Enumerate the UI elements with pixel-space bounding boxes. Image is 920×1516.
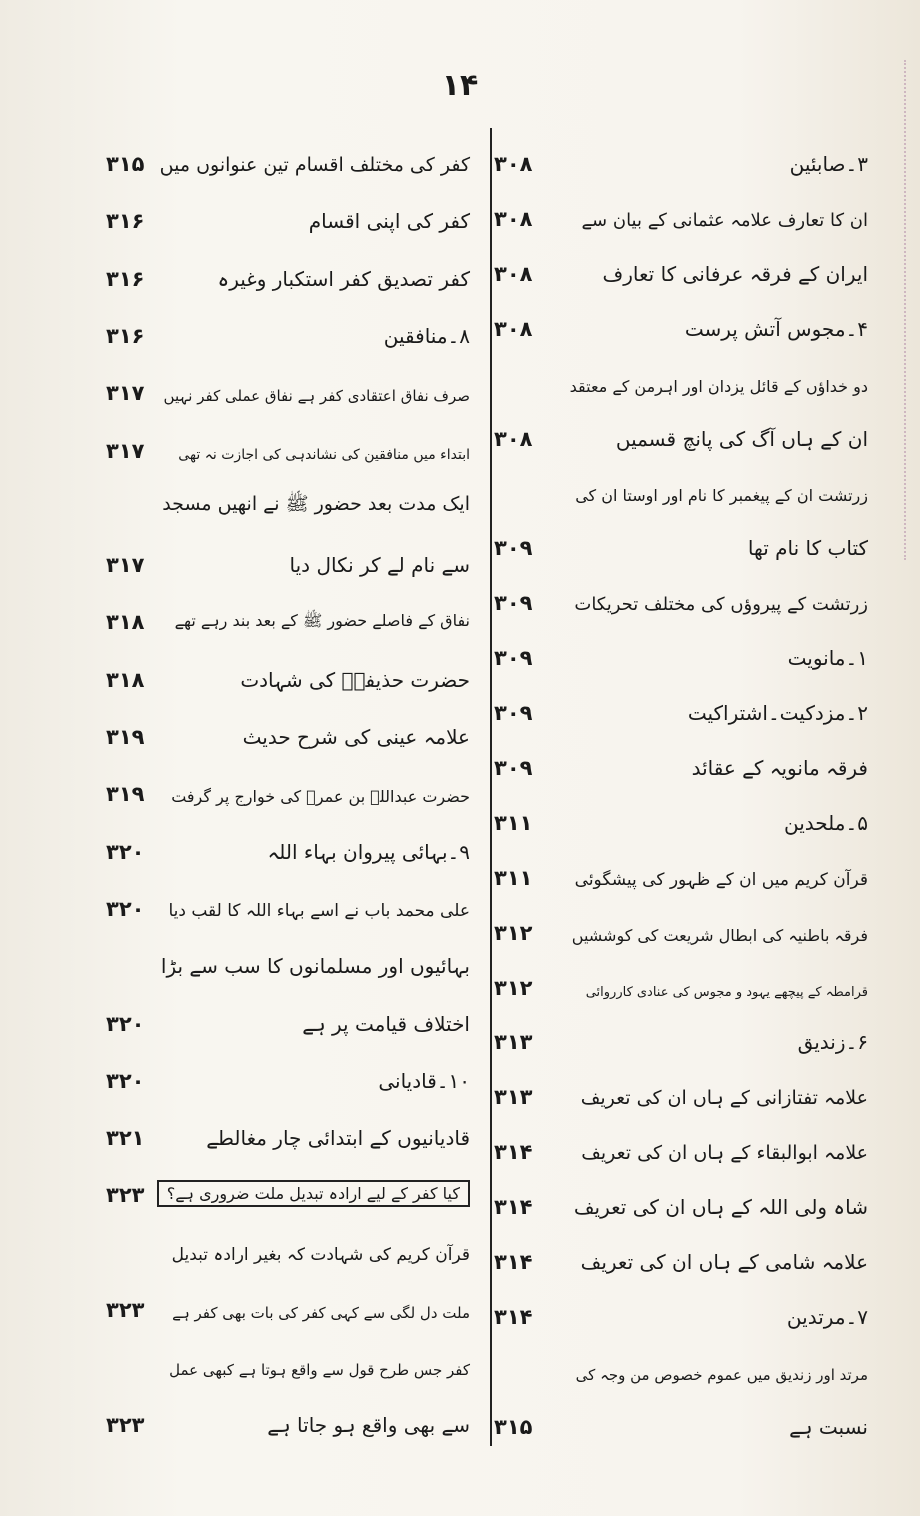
entry-title: سے نام لے کر نکال دیا <box>289 553 470 578</box>
column-divider <box>490 128 492 1446</box>
index-entry <box>494 1116 874 1174</box>
entry-page-number: ۳۲۳ <box>106 1412 145 1437</box>
index-entry <box>494 567 874 625</box>
entry-page-number: ۳۲۱ <box>106 1126 145 1151</box>
entry-title: ملت دل لگی سے کہی کفر کی بات بھی کفر ہے <box>172 1304 470 1322</box>
entry-page-number: ۳۰۹ <box>494 536 533 561</box>
entry-page-number: ۳۱۵ <box>494 1414 533 1439</box>
entry-title: علامہ تفتازانی کے ہاں ان کی تعریف <box>580 1087 868 1110</box>
entry-title: زرتشت ان کے پیغمبر کا نام اور اوستا ان کی <box>575 486 868 506</box>
index-entry <box>494 1171 874 1229</box>
entry-title: نفاق کے فاصلے حضور ﷺ کے بعد بند رہے تھے <box>174 611 470 631</box>
index-entry <box>494 128 874 186</box>
entry-title: قرآن کریم کی شہادت کہ بغیر ارادہ تبدیل <box>171 1244 470 1265</box>
entry-title: قرامطہ کے پیچھے یہود و مجوس کی عنادی کارروائی <box>585 984 868 1000</box>
index-entry <box>494 622 874 680</box>
index-entry <box>494 183 874 241</box>
index-entry <box>494 512 874 570</box>
entry-title: سے بھی واقع ہو جاتا ہے <box>267 1412 470 1437</box>
index-entry <box>96 128 488 186</box>
index-entry <box>96 701 488 759</box>
index-entry <box>494 403 874 461</box>
entry-title: شاہ ولی اللہ کے ہاں ان کی تعریف <box>573 1195 868 1220</box>
index-entry <box>494 1226 874 1284</box>
index-entry <box>96 415 488 473</box>
entry-title: علامہ شامی کے ہاں ان کی تعریف <box>580 1250 868 1274</box>
entry-page-number: ۳۱۸ <box>106 610 145 635</box>
entry-page-number: ۳۰۸ <box>494 316 533 341</box>
entry-page-number: ۳۱۷ <box>106 553 145 578</box>
index-entry <box>494 1281 874 1339</box>
index-entry <box>494 348 874 406</box>
page-number: ۱۴ <box>441 68 479 103</box>
index-entry <box>96 300 488 358</box>
entry-page-number: ۳۲۳ <box>106 1298 145 1322</box>
entry-page-number: ۳۲۰ <box>106 1068 145 1093</box>
entry-title: ایک مدت بعد حضور ﷺ نے انھیں مسجد <box>162 492 470 515</box>
index-entry <box>96 1389 488 1447</box>
index-entry <box>96 1331 488 1389</box>
right-column <box>494 128 874 1446</box>
index-entry <box>96 988 488 1046</box>
index-entry <box>96 873 488 931</box>
entry-title: حضرت حذیفہؓ کی شہادت <box>240 667 470 692</box>
entry-page-number: ۳۱۳ <box>494 1085 533 1110</box>
index-entry <box>494 1391 874 1449</box>
left-column <box>96 128 488 1446</box>
entry-page-number: ۳۰۹ <box>494 701 533 725</box>
entry-page-number: ۳۰۸ <box>494 152 533 176</box>
entry-title: زرتشت کے پیروؤں کی مختلف تحریکات <box>574 594 868 616</box>
index-entry <box>96 1045 488 1103</box>
entry-title: قرآن کریم میں ان کے ظہور کی پیشگوئی <box>574 869 868 890</box>
entry-page-number: ۳۱۹ <box>106 725 145 749</box>
entry-title: ان کے ہاں آگ کی پانچ قسمیں <box>615 426 868 451</box>
entry-title: کفر کی اپنی اقسام <box>308 209 470 234</box>
index-entry <box>96 243 488 301</box>
index-entry <box>96 1217 488 1275</box>
entry-title: علامہ ابوالبقاء کے ہاں ان کی تعریف <box>581 1142 868 1165</box>
entry-title-boxed: کیا کفر کے لیے ارادہ تبدیل ملت ضروری ہے؟ <box>157 1180 470 1207</box>
entry-page-number: ۳۱۴ <box>494 1195 533 1220</box>
entry-page-number: ۳۰۸ <box>494 206 533 231</box>
entry-title: ۷۔مرتدین <box>786 1304 868 1329</box>
entry-title: فرقہ مانویہ کے عقائد <box>691 755 868 780</box>
entry-page-number: ۳۱۸ <box>106 667 145 692</box>
index-entry <box>96 185 488 243</box>
entry-page-number: ۳۱۳ <box>494 1030 533 1055</box>
entry-title: ایران کے فرقہ عرفانی کا تعارف <box>602 261 868 286</box>
entry-title: ۹۔بہائی پیروان بہاء اللہ <box>267 839 470 864</box>
entry-title: ۱۔مانویت <box>787 646 868 671</box>
entry-title: اختلاف قیامت پر ہے <box>302 1011 470 1036</box>
entry-page-number: ۳۱۵ <box>106 152 145 176</box>
entry-page-number: ۳۱۹ <box>106 782 145 807</box>
entry-title: ۶۔زندیق <box>797 1030 868 1055</box>
entry-title: دو خداؤں کے قائل یزدان اور اہرمن کے معتقد <box>569 376 868 396</box>
entry-title: ۵۔ملحدین <box>783 810 868 835</box>
entry-title: ابتداء میں منافقین کی نشاندہی کی اجازت نہ تھی <box>178 446 470 463</box>
index-entry <box>494 787 874 845</box>
index-entry <box>494 677 874 735</box>
entry-title: کفر کی مختلف اقسام تین عنوانوں میں <box>159 154 470 176</box>
index-entry <box>96 816 488 874</box>
entry-title: ۲۔مزدکیت۔اشتراکیت <box>687 701 868 725</box>
entry-page-number: ۳۱۶ <box>106 266 145 291</box>
entry-page-number: ۳۰۹ <box>494 646 533 671</box>
entry-page-number: ۳۲۳ <box>106 1183 145 1208</box>
entry-title: ۱۰۔قادیانی <box>378 1068 470 1093</box>
entry-page-number: ۳۱۶ <box>106 209 145 234</box>
index-entry <box>494 293 874 351</box>
index-entry <box>96 472 488 530</box>
index-entry <box>494 238 874 296</box>
index-entry <box>494 732 874 790</box>
index-entry <box>96 1102 488 1160</box>
entry-title: قادیانیوں کے ابتدائی چار مغالطے <box>206 1126 470 1151</box>
entry-title: ۸۔منافقین <box>383 323 470 348</box>
index-entry <box>96 758 488 816</box>
entry-title: بہائیوں اور مسلمانوں کا سب سے بڑا <box>160 954 470 979</box>
entry-page-number: ۳۱۲ <box>494 920 533 945</box>
entry-page-number: ۳۲۰ <box>106 1011 145 1036</box>
entry-title: نسبت ہے <box>789 1414 868 1439</box>
entry-page-number: ۳۱۶ <box>106 323 145 348</box>
index-entry <box>494 457 874 515</box>
entry-page-number: ۳۲۰ <box>106 896 145 921</box>
index-entry <box>96 644 488 702</box>
entry-title: صرف نفاق اعتقادی کفر ہے نفاق عملی کفر نہیں <box>163 387 470 406</box>
index-entry <box>96 529 488 587</box>
index-entry <box>494 897 874 955</box>
entry-title: علامہ عینی کی شرح حدیث <box>242 725 470 749</box>
entry-page-number: ۳۱۴ <box>494 1140 533 1165</box>
entry-page-number: ۳۱۱ <box>494 810 533 835</box>
entry-title: کفر جس طرح قول سے واقع ہوتا ہے کبھی عمل <box>169 1361 470 1380</box>
index-entry <box>96 586 488 644</box>
entry-page-number: ۳۱۴ <box>494 1304 533 1329</box>
entry-page-number: ۳۲۰ <box>106 839 145 864</box>
entry-page-number: ۳۰۸ <box>494 426 533 451</box>
entry-page-number: ۳۱۷ <box>106 381 145 406</box>
entry-page-number: ۳۰۹ <box>494 591 533 616</box>
entry-page-number: ۳۰۸ <box>494 261 533 286</box>
index-entry <box>96 1274 488 1332</box>
index-entry <box>494 1061 874 1119</box>
index-entry <box>494 842 874 900</box>
entry-title: علی محمد باب نے اسے بہاء اللہ کا لقب دیا <box>168 900 470 921</box>
entry-page-number: ۳۱۴ <box>494 1250 533 1274</box>
entry-title: مرتد اور زندیق میں عموم خصوص من وجہ کی <box>575 1365 868 1384</box>
entry-title: کتاب کا نام تھا <box>747 536 868 561</box>
entry-title: ۳۔صابئین <box>789 152 868 176</box>
entry-title: کفر تصدیق کفر استکبار وغیرہ <box>217 266 470 291</box>
entry-page-number: ۳۱۱ <box>494 865 533 890</box>
entry-title: حضرت عبداللہ بن عمرؓ کی خوارج پر گرفت <box>171 787 470 807</box>
index-entry <box>96 1159 488 1217</box>
entry-title: ان کا تعارف علامہ عثمانی کے بیان سے <box>581 209 868 231</box>
page-edge-marks <box>904 60 920 560</box>
index-entry <box>96 930 488 988</box>
index-entry <box>494 1336 874 1394</box>
index-entry <box>494 1006 874 1064</box>
entry-title: ۴۔مجوس آتش پرست <box>684 316 868 341</box>
entry-title: فرقہ باطنیہ کی ابطال شریعت کی کوششیں <box>571 925 868 945</box>
index-entry <box>494 952 874 1010</box>
index-entry <box>96 357 488 415</box>
entry-page-number: ۳۱۲ <box>494 975 533 1000</box>
entry-page-number: ۳۱۷ <box>106 438 145 463</box>
entry-page-number: ۳۰۹ <box>494 755 533 780</box>
